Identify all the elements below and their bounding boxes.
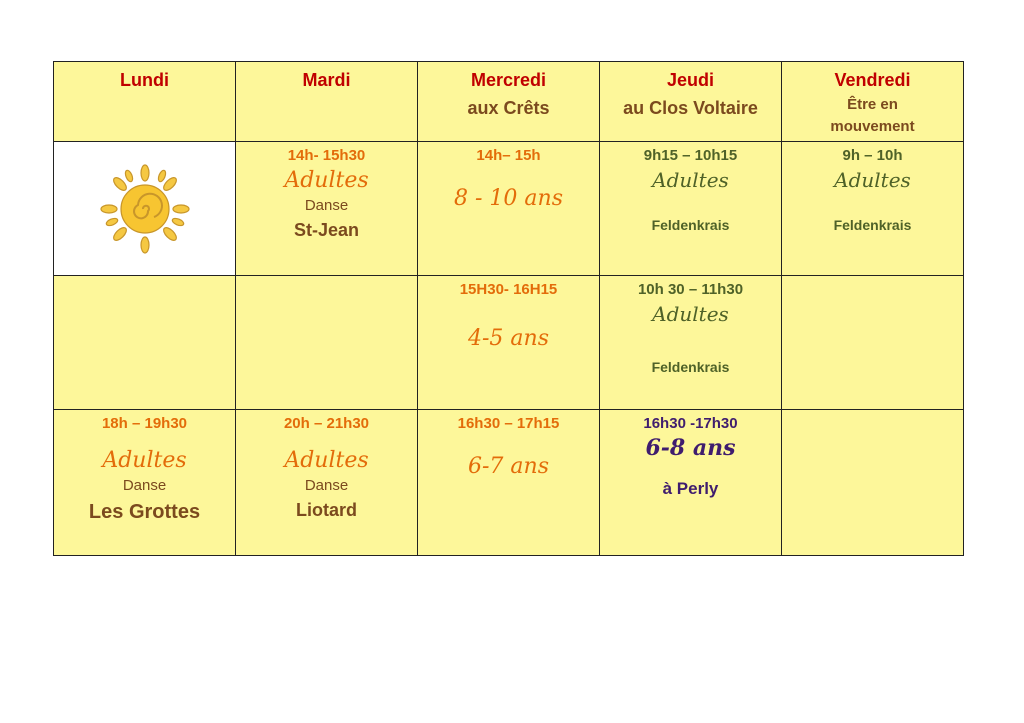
- header-jeudi: [600, 62, 782, 142]
- sun-icon: [85, 149, 205, 269]
- slot-row-1: [54, 142, 964, 276]
- slot-group: Adultes: [284, 168, 369, 193]
- slot-mardi-2: [236, 276, 418, 410]
- header-vendredi: [782, 62, 964, 142]
- slot-time: 14h- 15h30: [287, 147, 366, 164]
- slot-activity: Feldenkrais: [833, 217, 912, 233]
- slot-activity: Danse: [304, 477, 349, 494]
- slot-time: 9h – 10h: [842, 147, 903, 164]
- day-location: au Clos Voltaire: [623, 98, 758, 118]
- slot-activity: Feldenkrais: [651, 217, 730, 233]
- slot-jeudi-2: [600, 276, 782, 410]
- slot-group: Adultes: [834, 168, 911, 192]
- day-label: Jeudi: [666, 70, 714, 90]
- header-mercredi: [418, 62, 600, 142]
- slot-mardi-1: [236, 142, 418, 276]
- header-mardi: [236, 62, 418, 142]
- slot-jeudi-3: [600, 410, 782, 556]
- day-label: Lundi: [120, 70, 169, 90]
- header-row: [54, 62, 964, 142]
- day-label: Vendredi: [834, 70, 911, 90]
- slot-mardi-3: [236, 410, 418, 556]
- slot-activity: Danse: [122, 477, 167, 494]
- slot-jeudi-1: [600, 142, 782, 276]
- header-lundi: [54, 62, 236, 142]
- slot-vendredi-1: [782, 142, 964, 276]
- slot-mercredi-1: [418, 142, 600, 276]
- day-location: aux Crêts: [467, 98, 550, 118]
- slot-time: 18h – 19h30: [101, 415, 188, 432]
- slot-row-2: [54, 276, 964, 410]
- slot-place: St-Jean: [293, 220, 360, 240]
- slot-time: 16h30 -17h30: [643, 415, 738, 432]
- slot-group: Adultes: [652, 302, 729, 326]
- slot-vendredi-2: [782, 276, 964, 410]
- slot-group: 4-5 ans: [468, 326, 549, 351]
- slot-activity: Feldenkrais: [651, 359, 730, 375]
- slot-group: Adultes: [652, 168, 729, 192]
- slot-vendredi-3: [782, 410, 964, 556]
- slot-time: 9h15 – 10h15: [643, 147, 738, 164]
- slot-time: 20h – 21h30: [283, 415, 370, 432]
- slot-lundi-3: [54, 410, 236, 556]
- slot-group: 6-7 ans: [468, 454, 549, 479]
- slot-mercredi-2: [418, 276, 600, 410]
- slot-group: 6-8 ans: [645, 435, 736, 461]
- slot-time: 15H30- 16H15: [459, 281, 558, 298]
- day-location: Être en: [847, 96, 898, 113]
- slot-time: 14h– 15h: [476, 147, 541, 164]
- slot-place: à Perly: [662, 479, 719, 498]
- slot-lundi-2: [54, 276, 236, 410]
- slot-time: 16h30 – 17h15: [457, 415, 560, 432]
- slot-place: Liotard: [296, 500, 357, 520]
- slot-group: Adultes: [284, 448, 369, 473]
- slot-mercredi-3: [418, 410, 600, 556]
- slot-place: Les Grottes: [88, 501, 201, 523]
- slot-group: Adultes: [102, 448, 187, 473]
- sun-image-cell: [54, 142, 236, 276]
- slot-row-3: [54, 410, 964, 556]
- schedule-table: [53, 61, 964, 556]
- day-location: mouvement: [830, 118, 915, 135]
- slot-time: 10h 30 – 11h30: [637, 281, 744, 298]
- day-label: Mercredi: [470, 70, 547, 90]
- day-label: Mardi: [302, 70, 351, 90]
- slot-group: 8 - 10 ans: [454, 186, 563, 211]
- slot-activity: Danse: [304, 197, 349, 214]
